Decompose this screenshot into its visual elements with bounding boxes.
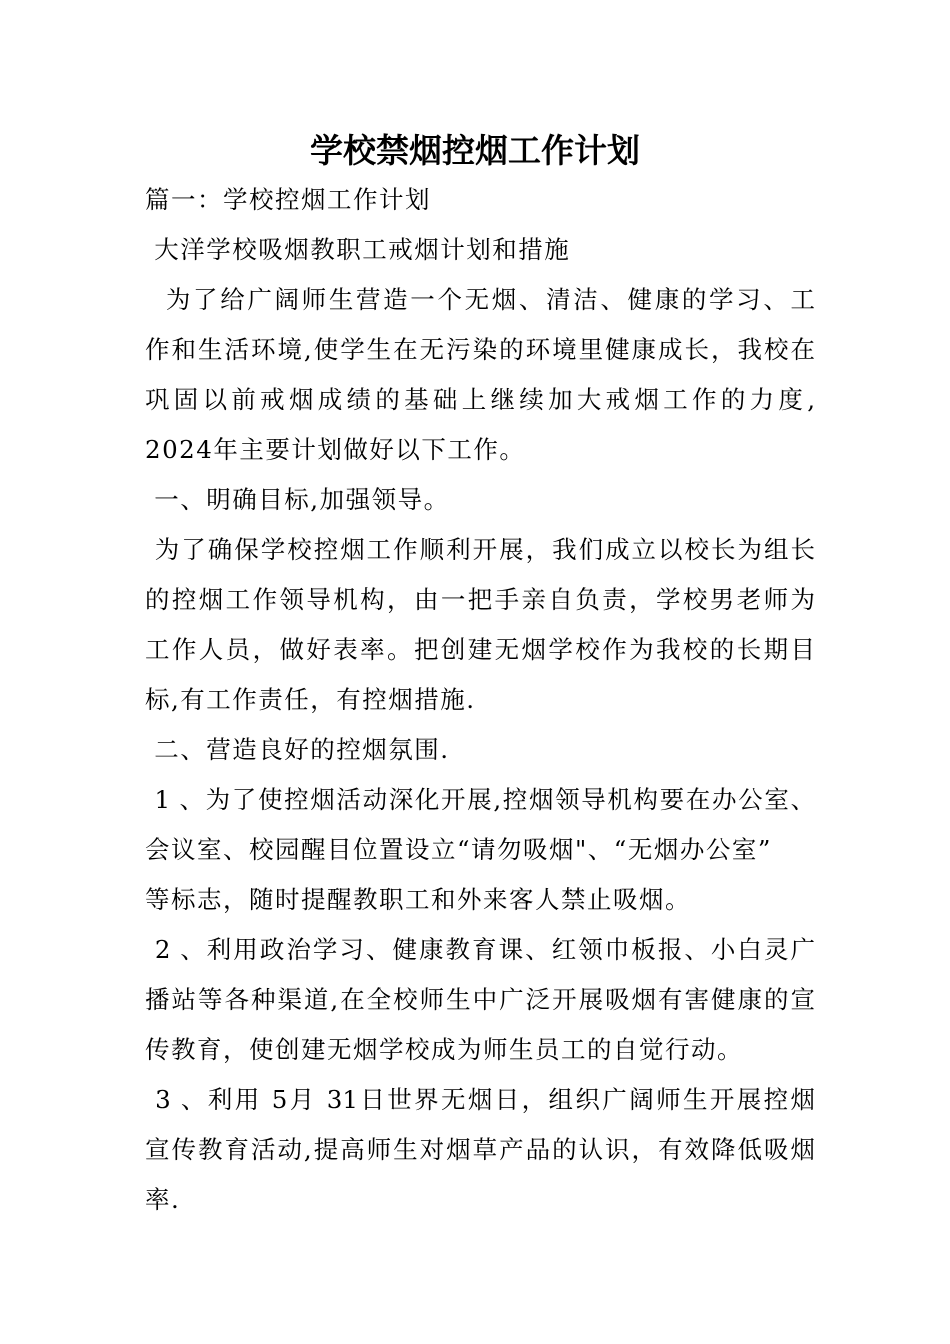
text-line: 作和生活环境,使学生在无污染的环境里健康成长，我校在 <box>145 335 815 364</box>
text-line: 传教育，使创建无烟学校成为师生员工的自觉行动。 <box>145 1035 743 1064</box>
text-line: 为了确保学校控烟工作顺利开展，我们成立以校长为组长 <box>145 535 815 564</box>
text-line: 巩固以前戒烟成绩的基础上继续加大戒烟工作的力度, <box>145 385 815 414</box>
text-line: 等标志，随时提醒教职工和外来客人禁止吸烟。 <box>145 885 691 914</box>
text-line: 2 、利用政治学习、健康教育课、红领巾板报、小白灵广 <box>145 935 815 964</box>
text-line: 为了给广阔师生营造一个无烟、清洁、健康的学习、工 <box>145 285 815 314</box>
text-line: 率. <box>145 1185 181 1214</box>
text-line: 的控烟工作领导机构，由一把手亲自负责，学校男老师为 <box>145 585 815 614</box>
text-line: 宣传教育活动,提高师生对烟草产品的认识，有效降低吸烟 <box>145 1135 815 1164</box>
text-line: 会议室、校园醒目位置设立“请勿吸烟"、“无烟办公室” <box>145 835 772 864</box>
section-heading: 二、营造良好的控烟氛围. <box>145 735 450 764</box>
text-line: 1 、为了使控烟活动深化开展,控烟领导机构要在办公室、 <box>145 785 815 814</box>
text-line: 大洋学校吸烟教职工戒烟计划和措施 <box>145 235 571 264</box>
text-line: 篇一：学校控烟工作计划 <box>145 185 431 214</box>
document-title: 学校禁烟控烟工作计划 <box>310 131 640 170</box>
text-line: 工作人员，做好表率。把创建无烟学校作为我校的长期目 <box>145 635 815 664</box>
text-line: 3 、利用 5月 31日世界无烟日，组织广阔师生开展控烟 <box>145 1085 815 1114</box>
text-line: 标,有工作责任，有控烟措施. <box>145 685 476 714</box>
text-line: 2024年主要计划做好以下工作。 <box>145 435 526 464</box>
section-heading: 一、明确目标,加强领导。 <box>145 485 450 514</box>
text-line: 播站等各种渠道,在全校师生中广泛开展吸烟有害健康的宣 <box>145 985 815 1014</box>
